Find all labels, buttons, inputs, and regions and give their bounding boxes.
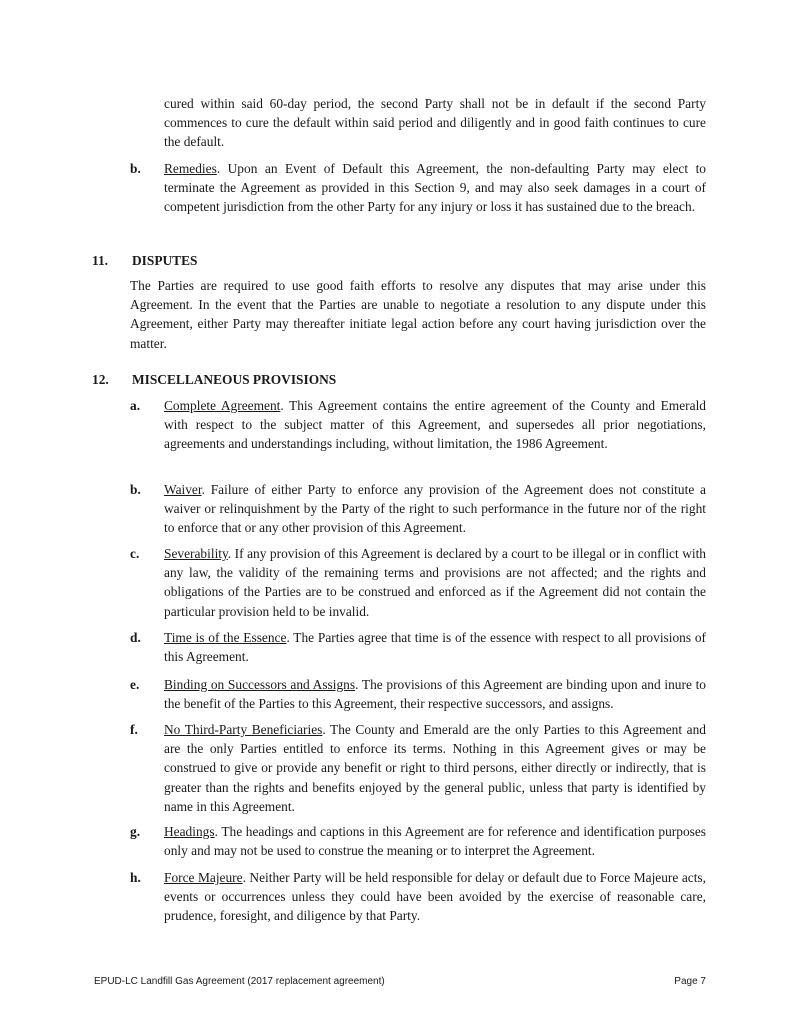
section-number: 12. <box>92 372 109 387</box>
clause-heading: Time is of the Essence <box>164 630 287 645</box>
clause-label: f. <box>130 722 138 737</box>
clause-text: . If any provision of this Agreement is declared by a court to be illegal or in conflict with any law, the validity of the remaining terms and provisions are not affected; and the rights and obligations of the Parties are to be construed and enforced as if the Agreement did not contain the particular provision held to be invalid. <box>164 546 706 619</box>
clause-heading: No Third-Party Beneficiaries <box>164 722 323 737</box>
clause-waiver <box>130 480 706 538</box>
clause-text: . Upon an Event of Default this Agreement, the non-defaulting Party may elect to terminate the Agreement as provided in this Section 9, and may also seek damages in a court of competent jurisdiction from the other Party for any injury or loss it has sustained due to the breach. <box>164 161 706 215</box>
section-12-heading <box>92 370 336 389</box>
clause-heading: Force Majeure <box>164 870 243 885</box>
clause-label: d. <box>130 630 141 645</box>
clause-label: b. <box>130 161 141 176</box>
clause-label: c. <box>130 546 140 561</box>
section-title: MISCELLANEOUS PROVISIONS <box>132 372 337 387</box>
clause-force-majeure <box>130 868 706 926</box>
clause-complete-agreement <box>130 396 706 454</box>
clause-text: . The County and Emerald are the only Parties to this Agreement and are the only Parties entitled to enforce its terms. Nothing in this Agreement gives or may be construed to give or provide any benefit or right to third persons, either directly or indirectly, that is greater than the rights and benefits enjoyed by the general public, unless that party is identified by name in this Agreement. <box>164 722 706 814</box>
clause-label: a. <box>130 398 141 413</box>
clause-label: e. <box>130 677 140 692</box>
remedies-clause <box>130 159 706 217</box>
page-number: Page 7 <box>674 976 706 987</box>
clause-text: . Failure of either Party to enforce any provision of the Agreement does not constitute a waiver or relinquishment by the Party of the right to such performance in the future nor of the right to enforce that or any other provision of this Agreement. <box>164 482 706 536</box>
clause-text: . Neither Party will be held responsible for delay or default due to Force Majeure acts, events or occurrences unless they could have been avoided by the exercise of reasonable care, prudence, foresight, and diligence by that Party. <box>164 870 706 924</box>
clause-heading: Headings <box>164 824 215 839</box>
clause-label: b. <box>130 482 141 497</box>
clause-time-essence <box>130 628 706 666</box>
continued-paragraph: cured within said 60-day period, the second Party shall not be in default if the second Party commences to cure the default within said period and diligently and in good faith continues to cure the default. <box>164 96 706 150</box>
clause-text: . The provisions of this Agreement are binding upon and inure to the benefit of the Parties to this Agreement, their respective successors, and assigns. <box>164 677 706 712</box>
clause-text: . The headings and captions in this Agreement are for reference and identification purposes only and may not be used to construe the meaning or to interpret the Agreement. <box>164 824 706 859</box>
clause-successors-assigns <box>130 675 706 713</box>
clause-label: h. <box>130 870 141 885</box>
clause-text: . The Parties agree that time is of the essence with respect to all provisions of this Agreement. <box>164 630 706 665</box>
clause-heading: Binding on Successors and Assigns <box>164 677 356 692</box>
clause-severability <box>130 544 706 621</box>
clause-heading: Complete Agreement <box>164 398 281 413</box>
clause-text: . This Agreement contains the entire agreement of the County and Emerald with respect to the subject matter of this Agreement, and supersedes all prior negotiations, agreements and understandings including, without limitation, the 1986 Agreement. <box>164 398 706 452</box>
section-11-heading <box>92 251 198 270</box>
clause-label: g. <box>130 824 141 839</box>
clause-heading: Severability <box>164 546 228 561</box>
section-11-text: The Parties are required to use good faith efforts to resolve any disputes that may arise under this Agreement. In the event that the Parties are unable to negotiate a resolution to any dispute under this Agreement, either Party may thereafter initiate legal action before any court having jurisdiction over the matter. <box>130 278 706 351</box>
section-title: DISPUTES <box>132 253 198 268</box>
clause-third-party <box>130 720 706 816</box>
clause-heading: Remedies <box>164 161 217 176</box>
clause-headings <box>130 822 706 860</box>
clause-heading: Waiver <box>164 482 202 497</box>
section-number: 11. <box>92 253 108 268</box>
footer-document-title: EPUD-LC Landfill Gas Agreement (2017 replacement agreement) <box>94 976 385 987</box>
